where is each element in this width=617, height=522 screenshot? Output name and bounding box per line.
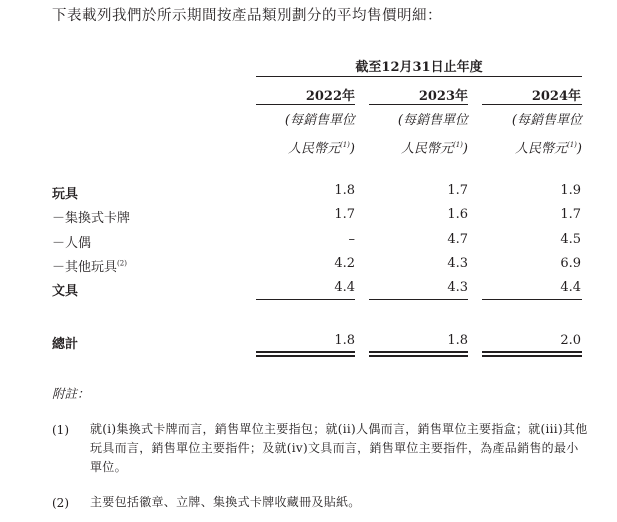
year-header-2022: 2022年 (305, 89, 355, 104)
cell-other-2024: 6.9 (560, 256, 581, 271)
cell-stationery-2024: 4.4 (560, 280, 581, 295)
unit-label-2024: (每銷售單位 人民幣元$^{(1)}$) (511, 113, 582, 157)
cell-cards-2024: 1.7 (560, 207, 581, 222)
subtotal-rule-2023 (369, 299, 468, 300)
year-underline-2023 (369, 104, 468, 105)
cell-stationery-2023: 4.3 (447, 280, 468, 295)
total-double-rule-top-2023 (369, 351, 468, 353)
cell-toys-2022: 1.8 (334, 183, 355, 198)
notes-title: 附註： (52, 386, 90, 401)
cell-figures-2022: – (348, 232, 355, 247)
period-underline (256, 76, 582, 77)
cell-toys-2024: 1.9 (560, 183, 581, 198)
row-label-stationery: 文具 (52, 284, 79, 299)
note-number-2: (2) (52, 496, 69, 510)
cell-toys-2023: 1.7 (447, 183, 468, 198)
unit-label-2023: (每銷售單位 人民幣元$^{(1)}$) (397, 113, 468, 157)
row-label-total: 總計 (52, 337, 79, 352)
total-double-rule-bottom-2022 (256, 355, 355, 357)
row-label-trading-cards: －集換式卡牌 (52, 211, 131, 226)
year-header-2024: 2024年 (531, 89, 581, 104)
subtotal-rule-2022 (256, 299, 355, 300)
total-double-rule-bottom-2023 (369, 355, 468, 357)
year-underline-2024 (482, 104, 582, 105)
year-header-2023: 2023年 (418, 89, 468, 104)
cell-other-2022: 4.2 (334, 256, 355, 271)
note-text-2: 主要包括徽章、立牌、集換式卡牌收藏冊及貼紙。 (90, 495, 361, 509)
cell-cards-2022: 1.7 (334, 207, 355, 222)
note-number-1: (1) (52, 423, 69, 437)
subtotal-rule-2024 (482, 299, 582, 300)
cell-stationery-2022: 4.4 (334, 280, 355, 295)
row-label-other-toys: －其他玩具$^{(2)}$ (52, 259, 127, 275)
total-double-rule-bottom-2024 (482, 355, 582, 357)
total-double-rule-top-2024 (482, 351, 582, 353)
cell-total-2023: 1.8 (447, 333, 468, 348)
note-text-1: 就(i)集換式卡牌而言，銷售單位主要指包；就(ii)人偶而言，銷售單位主要指盒；就(iii)其他玩具而言，銷售單位主要指件；及就(iv)文具而言，銷售單位主要指件，為產品銷售的最小單位。 (90, 422, 588, 474)
total-double-rule-top-2022 (256, 351, 355, 353)
cell-figures-2023: 4.7 (447, 232, 468, 247)
cell-total-2022: 1.8 (334, 333, 355, 348)
year-underline-2022 (256, 104, 355, 105)
row-label-toys: 玩具 (52, 187, 79, 202)
row-label-figures: －人偶 (52, 236, 92, 251)
intro-text: 下表載列我們於所示期間按產品類別劃分的平均售價明細： (52, 8, 442, 24)
unit-label-2022: (每銷售單位 人民幣元$^{(1)}$) (284, 113, 355, 157)
cell-total-2024: 2.0 (560, 333, 581, 348)
cell-figures-2024: 4.5 (560, 232, 581, 247)
period-header: 截至12月31日止年度 (355, 60, 483, 75)
cell-cards-2023: 1.6 (447, 207, 468, 222)
cell-other-2023: 4.3 (447, 256, 468, 271)
